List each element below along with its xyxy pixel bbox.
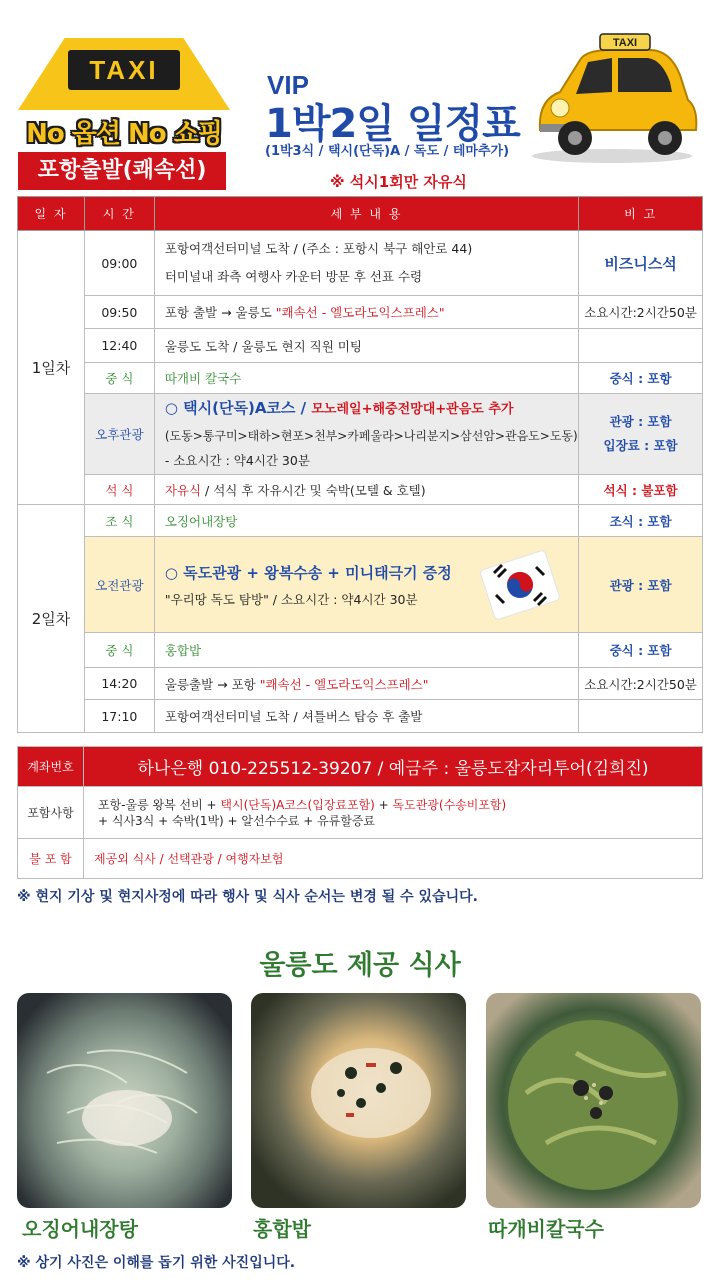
meal-caption: 오징어내장탕 [22, 1217, 138, 1241]
row-detail: 울릉도 도착 / 울릉도 현지 직원 미팅 [154, 329, 578, 363]
row-note: 소요시간:2시간50분 [579, 296, 703, 329]
row-detail [154, 668, 578, 700]
include-text: + 식사3식 + 숙박(1박) + 알선수수료 + 유류할증료 [98, 813, 376, 828]
row-note [579, 329, 703, 363]
row-note: 조식 : 포함 [579, 505, 703, 537]
free-meal-note: ※ 석시1회만 자유식 [330, 173, 467, 191]
page-title: 1박2일 일정표 [265, 101, 520, 147]
info-table [17, 746, 703, 879]
ferry-name: "쾌속선 - 엘도라도익스프레스" [259, 676, 429, 692]
detail-text: 울릉출발 → 포항 [164, 676, 260, 692]
row-note: 소요시간:2시간50분 [579, 668, 703, 700]
table-row [18, 700, 703, 733]
no-option-banner: No 옵션 No 쇼핑 [26, 119, 222, 149]
course-addon: 모노레일+해중전망대+관음도 추가 [311, 402, 514, 417]
row-note: 비즈니스석 [579, 231, 703, 296]
row-time: 14:20 [84, 668, 154, 700]
row-detail [154, 231, 578, 296]
vip-label: VIP [267, 70, 309, 100]
dokdo-tour-title: ○ 독도관광 + 왕복수송 + 미니태극기 증정 [164, 563, 452, 582]
col-time: 시 간 [84, 197, 154, 231]
table-row [18, 537, 703, 633]
table-row [18, 668, 703, 700]
exclude-value: 제공외 식사 / 선택관광 / 여행자보험 [84, 839, 703, 879]
col-day: 일 자 [18, 197, 85, 231]
taxi-car-icon [520, 30, 700, 165]
row-note: 중식 : 포항 [579, 363, 703, 394]
include-text: 포항-울릉 왕복 선비 + [98, 797, 221, 812]
include-highlight: 독도관광(수송비포함) [392, 797, 507, 812]
row-detail: 따개비 칼국수 [154, 363, 578, 394]
col-detail: 세 부 내 용 [154, 197, 578, 231]
include-label: 포함사항 [18, 787, 84, 839]
taxi-sign-icon [18, 38, 230, 110]
table-row [18, 363, 703, 394]
page-subtitle: (1박3식 / 택시(단독)A / 독도 / 테마추가) [265, 144, 510, 159]
account-row [18, 747, 703, 787]
col-note: 비 고 [579, 197, 703, 231]
row-note [579, 700, 703, 733]
barnacle-noodle-photo [486, 993, 701, 1208]
exclude-row [18, 839, 703, 879]
table-row [18, 394, 703, 475]
table-row [18, 505, 703, 537]
row-note: 석식 : 불포함 [579, 475, 703, 505]
detail-text: 포항 출발 → 울릉도 [164, 305, 276, 320]
meal-caption: 홍합밥 [253, 1217, 311, 1241]
row-time: 09:50 [84, 296, 154, 329]
row-detail [154, 537, 578, 633]
row-note [579, 394, 703, 475]
meal-caption: 따개비칼국수 [488, 1217, 604, 1241]
taxi-sign-label: TAXI [68, 50, 180, 90]
course-route: (도동>통구미>태하>현포>천부>카페울라>나리분지>삼선암>관음도>도동) [164, 429, 578, 443]
ferry-name: "쾌속선 - 엘도라도익스프레스" [275, 305, 445, 320]
row-detail: 오징어내장탕 [154, 505, 578, 537]
schedule-header-row [18, 197, 703, 231]
detail-line: 포항여객선터미널 도착 / (주소 : 포항시 북구 해안로 44) [164, 241, 473, 256]
row-time: 석 식 [84, 475, 154, 505]
detail-text: / 석식 후 자유시간 및 숙박(모텔 & 호텔) [201, 482, 426, 498]
include-text: + [374, 797, 393, 812]
korean-flag-icon [480, 545, 560, 625]
day2-label: 2일차 [18, 505, 85, 733]
schedule-table [17, 196, 703, 733]
row-time: 09:00 [84, 231, 154, 296]
account-value: 하나은행 010-225512-39207 / 예금주 : 울릉도잠자리투어(김희진) [84, 747, 703, 787]
day1-label: 1일차 [18, 231, 85, 505]
row-note: 중식 : 포함 [579, 633, 703, 668]
table-row [18, 475, 703, 505]
include-value [84, 787, 703, 839]
row-time: 17:10 [84, 700, 154, 733]
row-time: 중 식 [84, 633, 154, 668]
include-row [18, 787, 703, 839]
row-time: 12:40 [84, 329, 154, 363]
row-detail: 포항여객선터미널 도착 / 셔틀버스 탑승 후 출발 [154, 700, 578, 733]
row-detail [154, 475, 578, 505]
account-label: 계좌번호 [18, 747, 84, 787]
table-row [18, 296, 703, 329]
note-line: 관광 : 포함 [609, 414, 672, 429]
header [0, 0, 720, 195]
detail-line: 터미널내 좌측 여행사 카운터 방문 후 선표 수령 [164, 269, 423, 284]
row-time: 오후관광 [84, 394, 154, 475]
departure-badge: 포항출발(쾌속선) [18, 152, 226, 190]
mussel-rice-photo [251, 993, 466, 1208]
course-duration: - 소요시간 : 약4시간 30분 [164, 453, 310, 468]
meals-title: 울릉도 제공 식사 [259, 950, 461, 981]
svg-text:TAXI: TAXI [612, 37, 638, 49]
row-note: 관광 : 포함 [579, 537, 703, 633]
row-time: 중 식 [84, 363, 154, 394]
row-time: 조 식 [84, 505, 154, 537]
photo-footnote: ※ 상기 사진은 이해를 돕기 위한 사진입니다. [17, 1255, 296, 1271]
row-detail [154, 394, 578, 475]
row-detail [154, 296, 578, 329]
schedule-notice: ※ 현지 기상 및 현지사정에 따라 행사 및 식사 순서는 변경 될 수 있습니다. [17, 889, 478, 905]
table-row [18, 231, 703, 296]
table-row [18, 329, 703, 363]
note-line: 입장료 : 포함 [603, 438, 678, 453]
row-detail: 홍합밥 [154, 633, 578, 668]
table-row [18, 633, 703, 668]
detail-highlight: 자유식 [164, 482, 202, 498]
exclude-label: 불 포 함 [18, 839, 84, 879]
include-highlight: 택시(단독)A코스(입장료포함) [220, 797, 375, 812]
row-time: 오전관광 [84, 537, 154, 633]
course-title: ○ 택시(단독)A코스 / [164, 399, 312, 417]
squid-soup-photo [17, 993, 232, 1208]
dokdo-tour-desc: "우리땅 독도 탐방" / 소요시간 : 약4시간 30분 [164, 591, 418, 607]
